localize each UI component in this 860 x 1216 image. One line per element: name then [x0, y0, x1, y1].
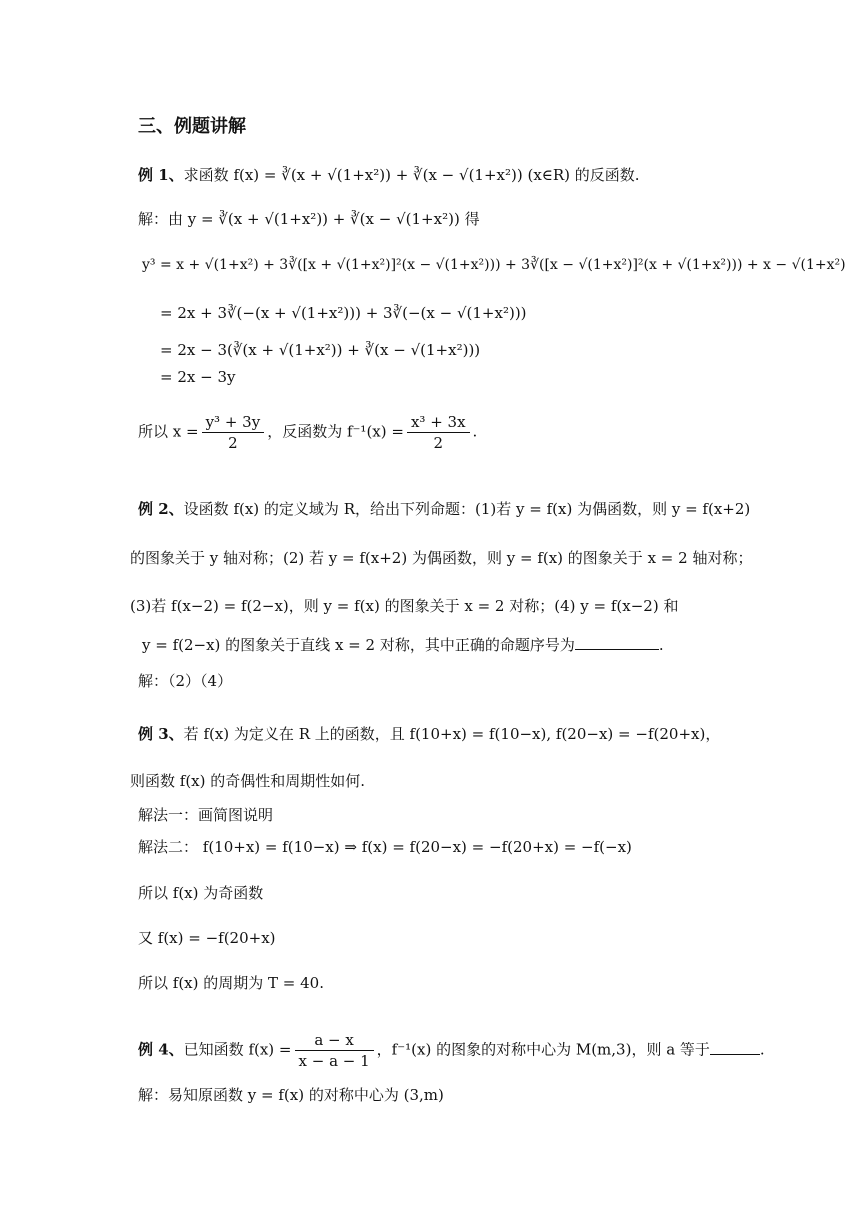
example-3-line-2: 则函数 f(x) 的奇偶性和周期性如何. — [130, 772, 366, 790]
example-4-fraction — [295, 1030, 374, 1071]
example-3-step-2: 又 f(x) = −f(20+x) — [138, 929, 276, 947]
example-2-label: 例 2、 — [138, 500, 184, 518]
example-2-end: . — [658, 636, 664, 654]
example-3-line-1 — [138, 723, 720, 745]
example-3-method-1: 解法一：画简图说明 — [138, 806, 274, 824]
conclusion-prefix: 所以 x = — [138, 422, 199, 441]
example-3-step-1: 所以 f(x) 为奇函数 — [138, 884, 264, 902]
example-1-solution-line-3: = 2x + 3∛(−(x + √(1+x²))) + 3∛(−(x − √(1+x²))) — [160, 304, 527, 322]
example-2-line-4 — [142, 634, 664, 656]
answer-blank — [575, 635, 659, 650]
example-1-solution-line-4: = 2x − 3(∛(x + √(1+x²)) + ∛(x − √(1+x²))) — [160, 341, 481, 359]
example-3-method-2: 解法二： f(10+x) = f(10−x) ⇒ f(x) = f(20−x) = −f(20+x) = −f(−x) — [138, 838, 632, 856]
example-4-prefix: 已知函数 f(x) = — [183, 1040, 292, 1059]
example-2-line-2: 的图象关于 y 轴对称；(2) 若 y = f(x+2) 为偶函数，则 y = f(x) 的图象关于 x = 2 轴对称； — [130, 549, 753, 567]
example-2-line-3: (3)若 f(x−2) = f(2−x)，则 y = f(x) 的图象关于 x = 2 对称；(4) y = f(x−2) 和 — [130, 597, 679, 615]
example-1-label: 例 1、 — [138, 166, 184, 184]
example-2-text-1: 设函数 f(x) 的定义域为 R，给出下列命题：(1)若 y = f(x) 为偶函数，则 y = f(x+2) — [183, 500, 751, 518]
fraction-inverse — [407, 412, 470, 453]
fraction-x-denominator: 2 — [228, 434, 238, 452]
section-title: 三、例题讲解 — [138, 116, 246, 137]
example-3-step-3: 所以 f(x) 的周期为 T = 40. — [138, 974, 324, 992]
example-4-fraction-numerator: a − x — [295, 1030, 374, 1051]
example-1-solution-line-2: y³ = x + √(1+x²) + 3∛([x + √(1+x²)]²(x − √(1+x²))) + 3∛([x − √(1+x²)]²(x + √(1+x²))) + x − √(1+x²) — [142, 257, 846, 273]
conclusion-middle: ，反函数为 f⁻¹(x) = — [267, 422, 404, 441]
example-4-label: 例 4、 — [138, 1040, 184, 1059]
example-2-answer: 解：（2）（4） — [138, 672, 233, 690]
example-3-text-1: 若 f(x) 为定义在 R 上的函数，且 f(10+x) = f(10−x), f(20−x) = −f(20+x)， — [183, 725, 721, 743]
fraction-x-numerator: y³ + 3y — [202, 412, 265, 433]
example-4-fraction-denominator: x − a − 1 — [298, 1052, 370, 1070]
fraction-x — [202, 412, 265, 453]
example-1-conclusion — [138, 412, 477, 453]
example-4-line-1 — [138, 1030, 765, 1071]
fraction-inverse-numerator: x³ + 3x — [407, 412, 470, 433]
example-1-question — [138, 164, 640, 186]
example-1-solution-line-5: = 2x − 3y — [160, 368, 236, 386]
example-4-solution: 解：易知原函数 y = f(x) 的对称中心为 (3,m) — [138, 1086, 444, 1104]
example-4-suffix: ，f⁻¹(x) 的图象的对称中心为 M(m,3)，则 a 等于 — [376, 1040, 710, 1059]
example-2-line-1 — [138, 498, 750, 520]
fraction-inverse-denominator: 2 — [433, 434, 444, 452]
example-4-end: . — [759, 1040, 765, 1059]
conclusion-end: . — [472, 422, 478, 441]
example-3-label: 例 3、 — [138, 725, 184, 743]
example-1-solution-line-1: 解：由 y = ∛(x + √(1+x²)) + ∛(x − √(1+x²)) 得 — [138, 210, 480, 228]
answer-blank — [710, 1040, 760, 1055]
example-1-text: 求函数 f(x) = ∛(x + √(1+x²)) + ∛(x − √(1+x²)) (x∈R) 的反函数. — [183, 166, 640, 184]
example-2-text-4: y = f(2−x) 的图象关于直线 x = 2 对称，其中正确的命题序号为 — [142, 636, 575, 654]
